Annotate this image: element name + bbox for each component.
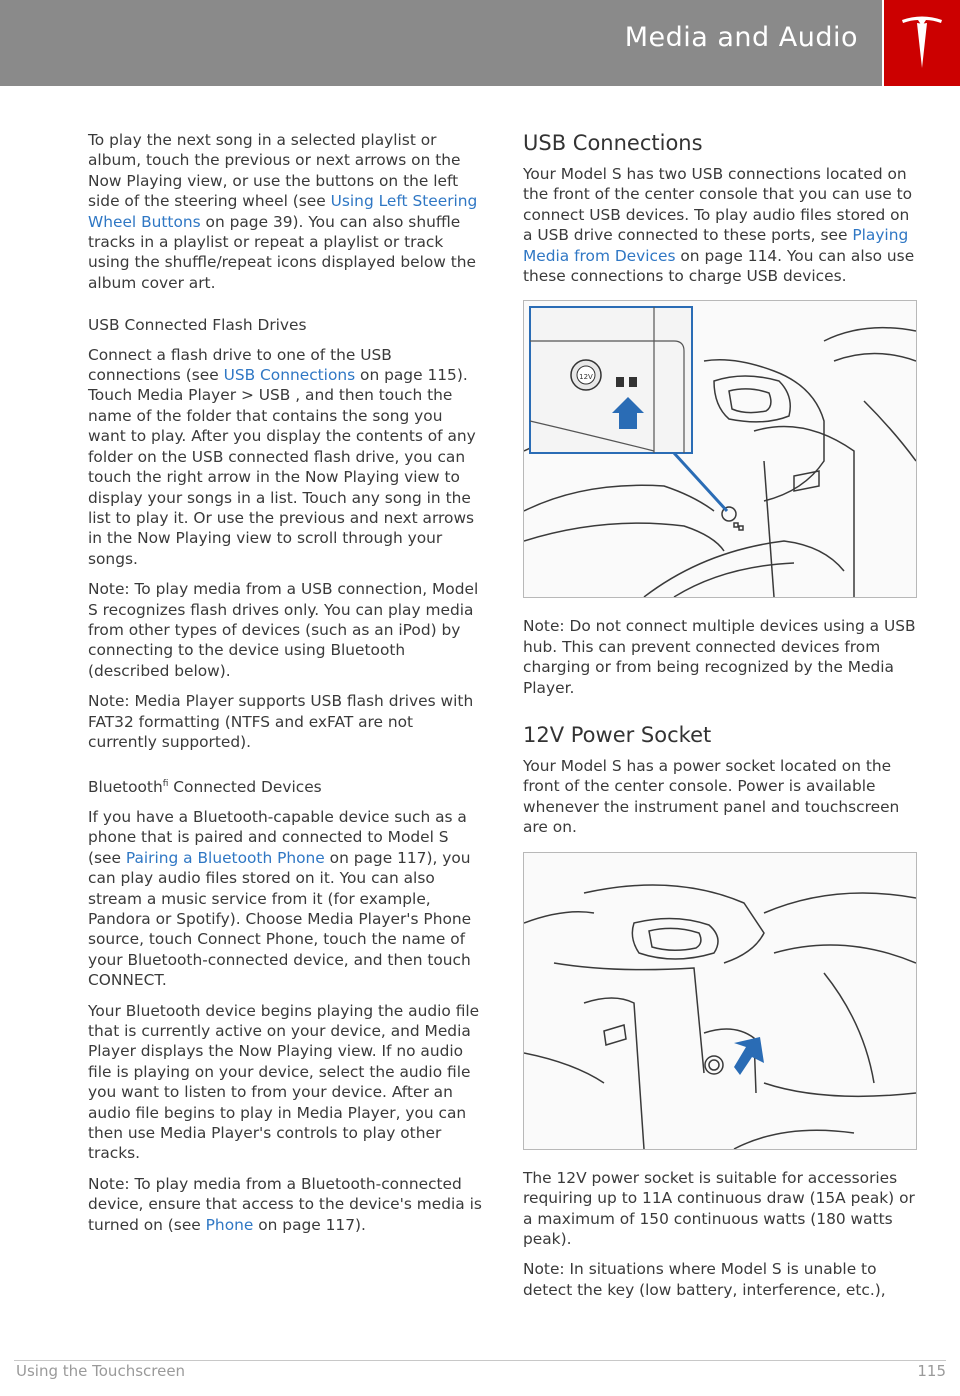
brand-logo-box <box>884 0 960 86</box>
link-pairing-bluetooth[interactable]: Pairing a Bluetooth Phone <box>125 848 325 867</box>
power-arrow-icon <box>734 1037 764 1075</box>
link-phone[interactable]: Phone <box>205 1215 254 1234</box>
page-title: Media and Audio <box>624 22 858 53</box>
note-usb-flash-only: Note: To play media from a USB connection, Model S recognizes flash drives only. You can play media from other types of devices (such as an iPod) by connecting to the device using Bluetooth (described below). <box>88 580 479 680</box>
note-usb-hub: Note: Do not connect multiple devices using a USB hub. This can prevent connected devices from charging or from being recognized by the Media Player. <box>523 617 916 697</box>
usb-connections-paragraph: Your Model S has two USB connections located on the front of the center console that you can use to connect USB devices. To play audio files stored on a USB drive connected to these ports, see Playing Media from Devices on page 114. You can also use these connections to charge USB devices. <box>523 165 915 286</box>
heading-usb-connections: USB Connections <box>523 131 703 155</box>
header-bar <box>0 0 882 86</box>
socket-12v-label: 12V <box>579 373 593 382</box>
footer-section: Using the Touchscreen <box>16 1362 186 1380</box>
subhead-usb-flash: USB Connected Flash Drives <box>88 316 307 335</box>
heading-power-socket: 12V Power Socket <box>523 723 712 748</box>
power-socket-paragraph: Your Model S has a power socket located on the front of the center console. Power is available whenever the instrument panel and touchscreen are on. <box>523 757 900 837</box>
right-column <box>523 130 918 1310</box>
footer-divider <box>14 1360 946 1361</box>
subhead-bluetooth: Bluetooth$^{fi}$ Connected Devices <box>88 778 322 797</box>
playlist-paragraph: To play the next song in a selected playlist or album, touch the previous or next arrows on the Now Playing view, or use the buttons on the left side of the steering wheel (see Using Left Steering Wheel Buttons on page 39). You can also shuffle tracks in a playlist or repeat a playlist or track using the shuffle/repeat icons displayed below the album cover art. <box>88 131 478 292</box>
link-playing-media[interactable]: Playing Media from Devices <box>523 226 909 265</box>
power-socket-illustration <box>524 853 916 1149</box>
tesla-logo-icon <box>900 14 944 70</box>
power-rating-paragraph: The 12V power socket is suitable for accessories requiring up to 11A continuous draw (15A peak) or a maximum of 150 continuous watts (180 watts peak). <box>523 1168 915 1248</box>
note-bluetooth-access: Note: To play media from a Bluetooth-connected device, ensure that access to the device's media is turned on (see Phone on page 117). <box>88 1174 482 1234</box>
usb-flash-paragraph: Connect a flash drive to one of the USB connections (see USB Connections on page 115). Touch Media Player > USB , and then touch the name of the folder that contains the song you want to play. After you display the contents of any folder on the USB connected flash drive, you can touch the right arrow in the Now Playing view to display your songs in a list. Touch any song in the list to play it. Or use the previous and next arrows in the Now Playing view to scroll through your songs. <box>88 345 476 568</box>
left-column <box>88 130 483 1245</box>
link-steering-wheel-buttons[interactable]: Using Left Steering Wheel Buttons <box>88 192 478 231</box>
note-key-detect: Note: In situations where Model S is unable to detect the key (low battery, interference, etc.), <box>523 1260 886 1299</box>
power-socket-figure <box>523 852 917 1150</box>
usb-console-illustration <box>524 301 916 597</box>
bluetooth-playing-paragraph: Your Bluetooth device begins playing the audio file that is currently active on your device, and Media Player displays the Now Playing view. If no audio file is playing on your device, select the audio file you want to listen to from your device. After an audio file begins to play in Media Player, you can then use Media Player's controls to play other tracks. <box>88 1001 480 1163</box>
note-fat32: Note: Media Player supports USB flash drives with FAT32 formatting (NTFS and exFAT are not currently supported). <box>88 692 474 751</box>
page-number: 115 <box>917 1362 946 1380</box>
link-usb-connections[interactable]: USB Connections <box>223 366 356 385</box>
usb-ports-figure <box>523 300 917 598</box>
bluetooth-paragraph: If you have a Bluetooth-capable device such as a phone that is paired and connected to Model S (see Pairing a Bluetooth Phone on page 117), you can play audio files stored on it. You can also stream a music service from it (for example, Pandora or Spotify). Choose Media Player's Phone source, touch Connect Phone, touch the name of your Bluetooth-connected device, and then touch CONNECT. <box>88 807 472 990</box>
